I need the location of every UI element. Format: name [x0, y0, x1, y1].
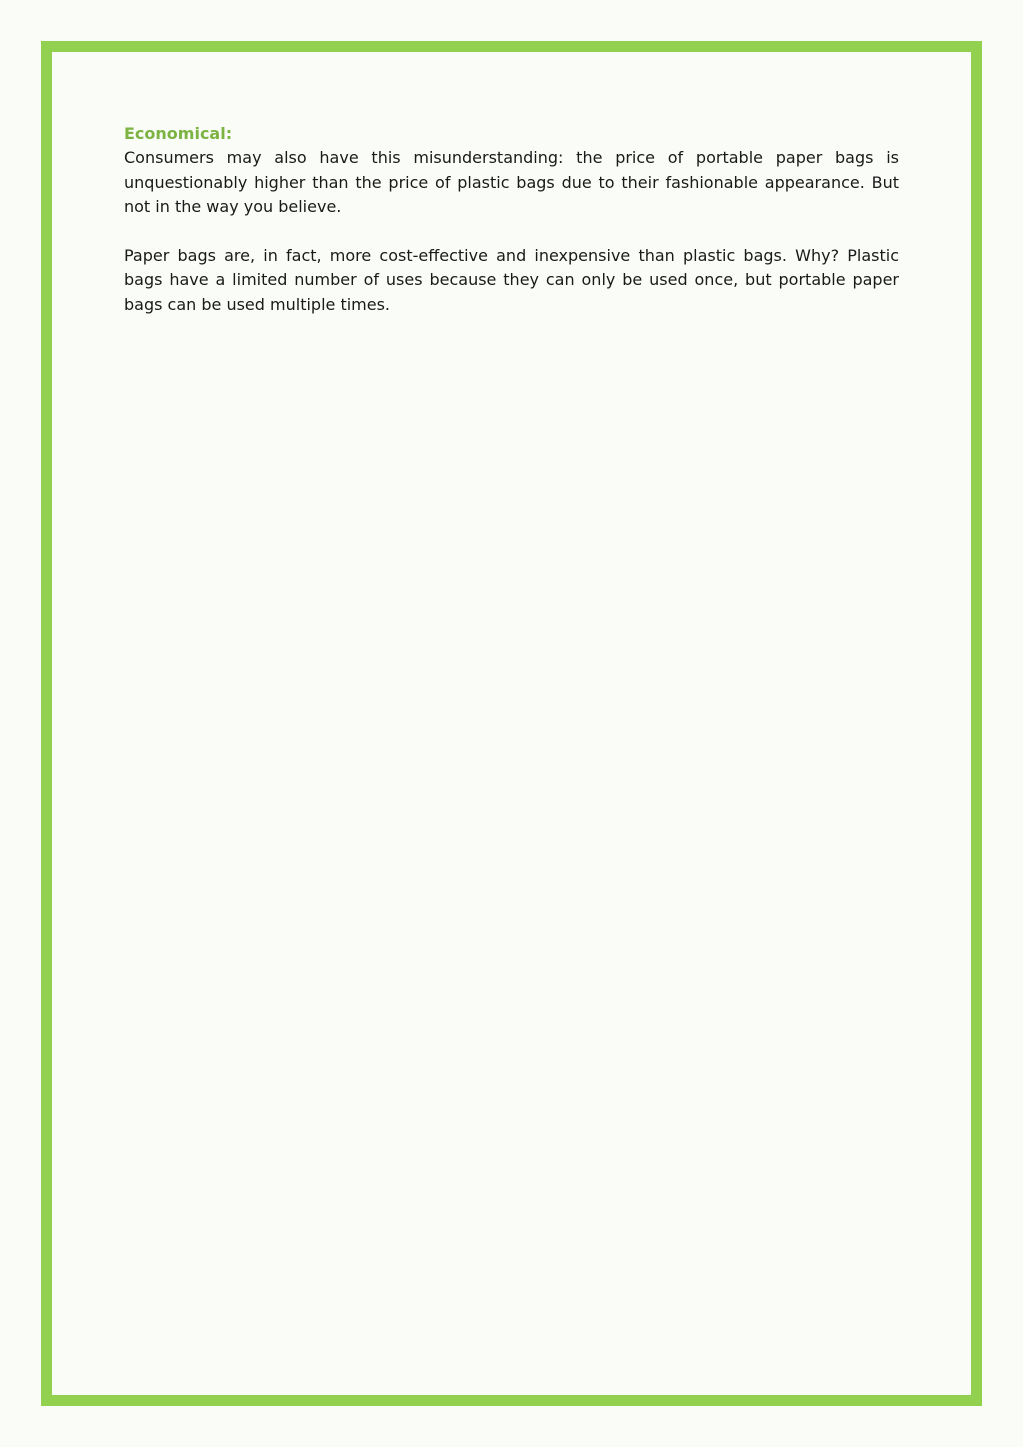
paragraph-1: Consumers may also have this misunderstanding: the price of portable paper bags is unquestionably higher than the price of plastic bags due to their fashionable appearance. But not in the way you believe. [124, 148, 899, 216]
document-body [124, 122, 899, 317]
paragraph-2: Paper bags are, in fact, more cost-effective and inexpensive than plastic bags. Why? Plastic bags have a limited number of uses because they can only be used once, but portable paper bags can be used multiple times. [124, 245, 899, 314]
section-heading: Economical: [124, 124, 233, 143]
